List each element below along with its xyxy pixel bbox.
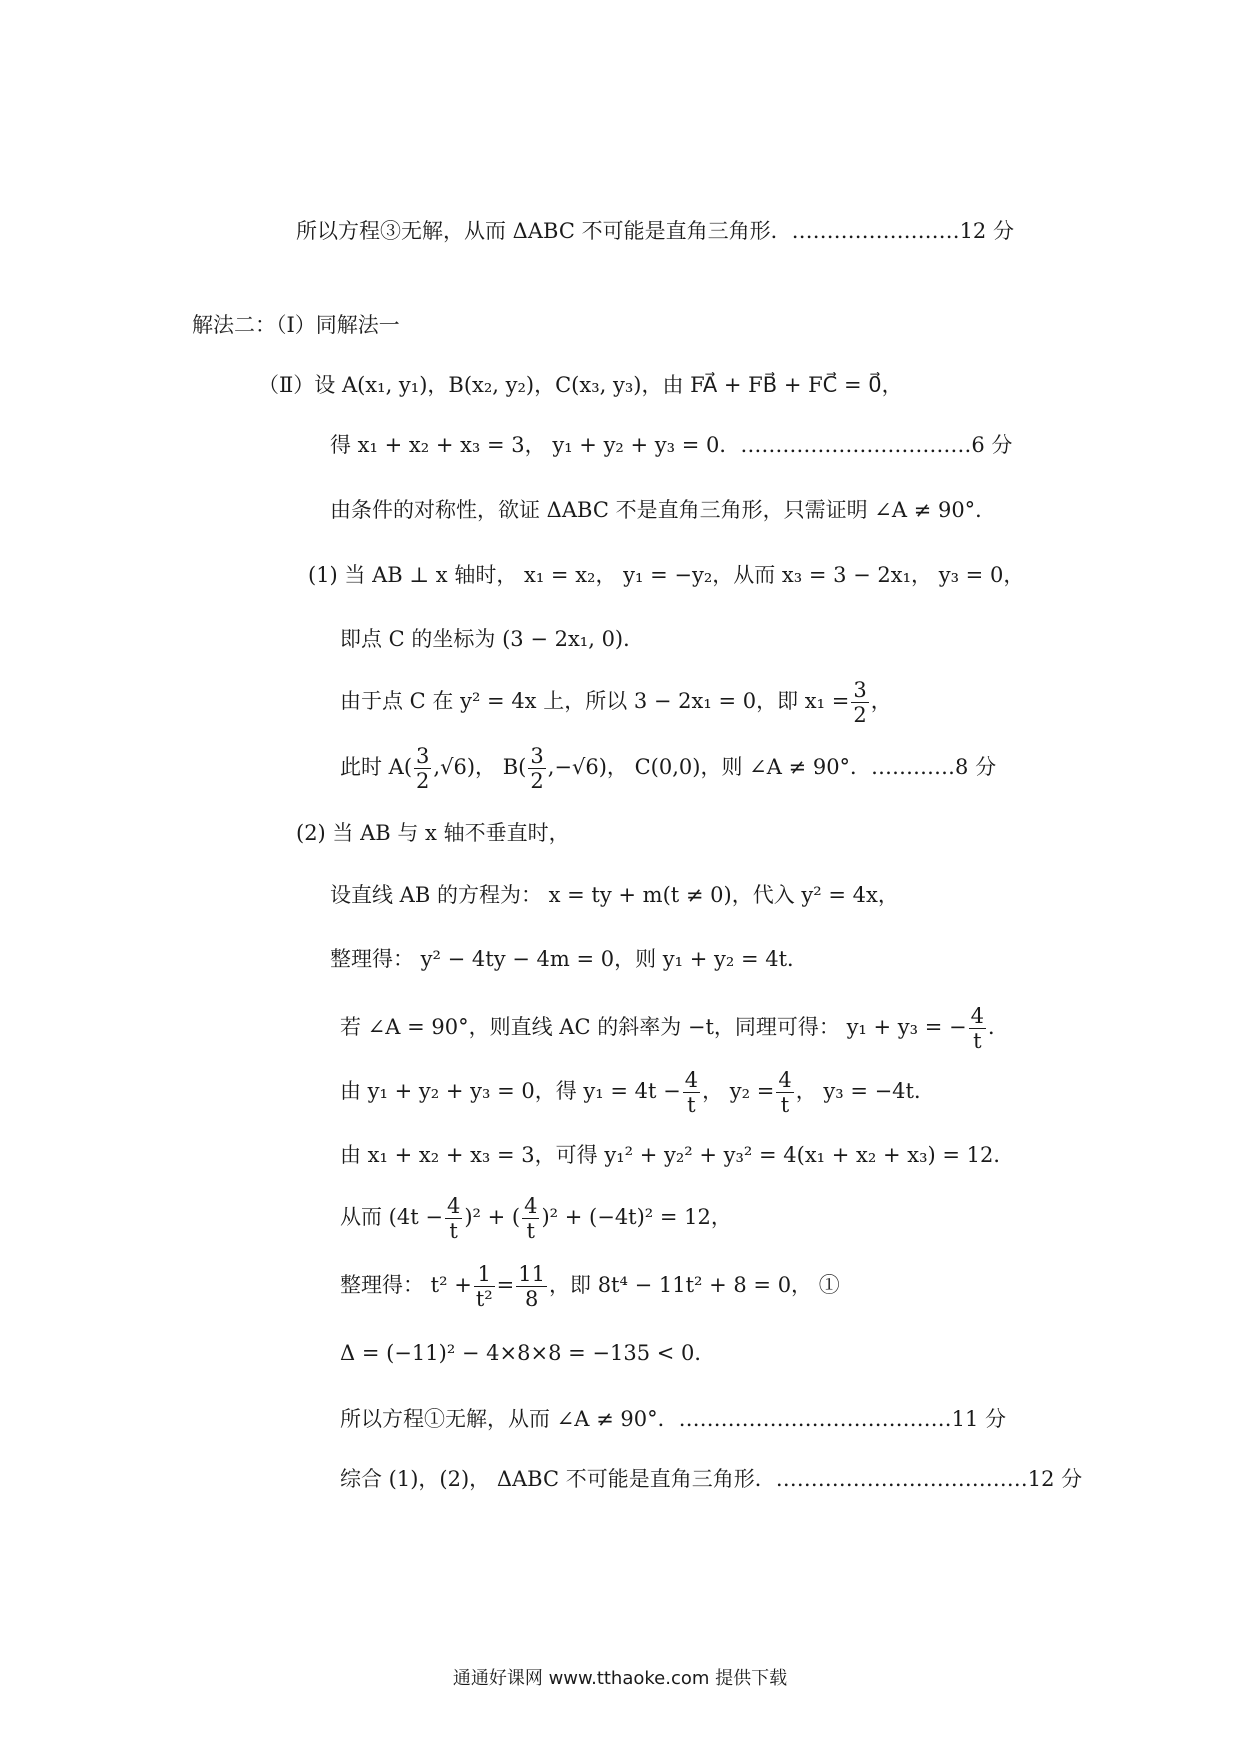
line-quadratic: 整理得： y² − 4ty − 4m = 0，则 y₁ + y₂ = 4t． — [330, 947, 809, 971]
fraction-numerator: 4 — [778, 1068, 792, 1092]
line-sum-squares: 由 x₁ + x₂ + x₃ = 3，可得 y₁² + y₂² + y₃² = 4(x₁ + x₂ + x₃) = 12． — [340, 1143, 1015, 1167]
line-c-on-parabola — [340, 678, 892, 727]
line-simplify — [340, 1262, 840, 1311]
fraction-numerator: 3 — [416, 744, 430, 768]
fraction-denominator: t — [780, 1093, 790, 1117]
text-segment: ,√6)， B( — [433, 755, 527, 779]
line-discriminant: Δ = (−11)² − 4×8×8 = −135 < 0． — [340, 1341, 716, 1365]
fraction — [516, 1262, 547, 1311]
fraction — [528, 744, 545, 793]
text-segment: ， — [870, 689, 892, 713]
fraction — [776, 1068, 793, 1117]
line-sum-coordinates: 得 x₁ + x₂ + x₃ = 3， y₁ + y₂ + y₃ = 0．……………………………6 分 — [330, 433, 1013, 457]
line-point-c: 即点 C 的坐标为 (3 − 2x₁, 0)． — [340, 627, 645, 651]
text-segment: )² + ( — [464, 1205, 521, 1229]
fraction-denominator: 2 — [530, 769, 544, 793]
text-segment: 若 ∠A = 90°，则直线 AC 的斜率为 −t，同理可得： y₁ + y₃ = − — [340, 1015, 967, 1039]
fraction-denominator: t — [687, 1093, 696, 1117]
text-segment: 整理得： t² + — [340, 1273, 472, 1297]
fraction-denominator: t — [526, 1219, 535, 1243]
fraction-denominator: 2 — [416, 769, 430, 793]
fraction-denominator: t — [973, 1029, 982, 1053]
text-segment: = — [496, 1273, 515, 1297]
text-segment: )² + (−4t)² = 12， — [541, 1205, 732, 1229]
line-method2-heading: 解法二：（Ⅰ）同解法一 — [192, 313, 400, 337]
line-case1: (1) 当 AB ⊥ x 轴时， x₁ = x₂， y₁ = −y₂，从而 x₃ = 3 − 2x₁， y₃ = 0， — [308, 563, 1025, 587]
fraction-numerator: 4 — [684, 1068, 699, 1092]
line-final-conclusion: 综合 (1)，(2)， ΔABC 不可能是直角三角形．………………………………12 分 — [340, 1467, 1083, 1491]
fraction-denominator: 2 — [853, 703, 867, 727]
text-segment: ， y₂ = — [702, 1079, 775, 1103]
fraction-numerator: 1 — [474, 1262, 495, 1287]
line-solve-y — [340, 1068, 935, 1117]
line-points-abc — [340, 744, 996, 793]
line-no-solution: 所以方程①无解，从而 ∠A ≠ 90°．…………………………………11 分 — [340, 1407, 1007, 1431]
text-segment: 由于点 C 在 y² = 4x 上，所以 3 − 2x₁ = 0，即 x₁ = — [340, 689, 850, 713]
line-case2: (2) 当 AB 与 x 轴不垂直时， — [296, 821, 570, 845]
line-symmetry: 由条件的对称性，欲证 ΔABC 不是直角三角形，只需证明 ∠A ≠ 90°． — [330, 498, 997, 522]
line-conclusion-method1: 所以方程③无解，从而 ΔABC 不可能是直角三角形．……………………12 分 — [296, 219, 1014, 243]
fraction — [445, 1194, 462, 1243]
text-segment: ． — [988, 1015, 1010, 1039]
text-segment: ，即 8t⁴ − 11t² + 8 = 0， ① — [549, 1273, 840, 1297]
fraction-denominator: 8 — [524, 1287, 539, 1311]
fraction — [414, 744, 431, 793]
fraction-numerator: 4 — [524, 1194, 538, 1218]
fraction — [683, 1068, 700, 1117]
page-footer: 通通好课网 www.tthaoke.com 提供下载 — [452, 1668, 788, 1689]
text-segment: 由 y₁ + y₂ + y₃ = 0，得 y₁ = 4t − — [340, 1079, 681, 1103]
fraction — [969, 1004, 986, 1053]
text-segment: 从而 (4t − — [340, 1205, 443, 1229]
fraction-denominator: t² — [475, 1287, 493, 1311]
fraction-numerator: 4 — [970, 1004, 985, 1028]
line-part2-setup: （Ⅱ）设 A(x₁, y₁)，B(x₂, y₂)，C(x₃, y₃)，由 FA⃗ + FB⃗ + FC⃗ = 0⃗， — [258, 373, 903, 397]
text-segment: ， y₃ = −4t． — [795, 1079, 935, 1103]
fraction-numerator: 3 — [853, 678, 867, 702]
fraction — [522, 1194, 539, 1243]
fraction-denominator: t — [449, 1219, 458, 1243]
fraction-numerator: 3 — [530, 744, 544, 768]
line-line-ab-equation: 设直线 AB 的方程为： x = ty + m(t ≠ 0)，代入 y² = 4x， — [330, 883, 899, 907]
fraction — [851, 678, 868, 727]
line-substitution — [340, 1194, 732, 1243]
fraction-numerator: 11 — [518, 1262, 546, 1286]
fraction — [474, 1262, 495, 1311]
text-segment: 此时 A( — [340, 755, 413, 779]
fraction-numerator: 4 — [446, 1194, 461, 1218]
text-segment: ,−√6)， C(0,0)，则 ∠A ≠ 90°．…………8 分 — [547, 755, 997, 779]
line-right-angle-assumption — [340, 1004, 1009, 1053]
